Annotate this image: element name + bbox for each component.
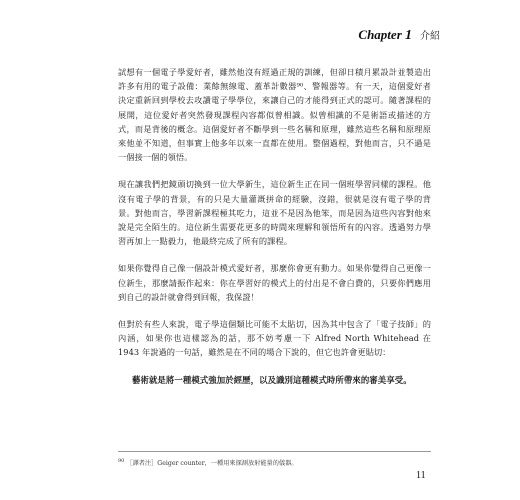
- block-quote: 藝術就是將一種模式強加於經歷，以及識別這種模式時所帶來的審美享受。: [132, 374, 412, 385]
- body-text: [118, 65, 431, 388]
- chapter-number: 1: [405, 28, 412, 43]
- running-header: [358, 27, 440, 44]
- chapter-label-text: Chapter: [358, 27, 402, 42]
- footnote-text: ［譯者注］Geiger counter，一種用來探測放射能量的儀器。: [126, 460, 298, 468]
- paragraph-2: 現在讓我們把鏡頭切換到一位大學新生，這位新生正在同一個班學習同樣的課程。他沒有電子學的背景，有的只是大量灌溉拼命的經驗，沒錯，很就是沒有電子學的背景。對他而言，學習新課程極其吃力，這並不是因為他笨，而是因為這些內容對他來說是完全陌生的。這位新生需要花更多的時間來理解和領悟所有的內容。透過努力學習再加上一點毅力，他最終完成了所有的課程。: [118, 179, 431, 247]
- chapter-label: [358, 27, 412, 44]
- page-number: 11: [416, 470, 426, 481]
- footnote: [118, 451, 431, 467]
- paragraph-4: 但對於有些人來說，電子學這個類比可能不太貼切，因為其中包含了「電子技師」的內涵，如果你也這樣認為的話，那不妨考慮一下 Alfred North Whitehead 在 1943 年說過的一句話，雖然是在不同的場合下說的，但它也許會更貼切：: [118, 319, 431, 358]
- paragraph-3: 如果你覺得自己像一個設計模式愛好者，那麼你會更有動力。如果你覺得自己更像一位新生，那麼請振作起來：你在學習好的模式上的付出是不會白費的，只要你們應用到自己的設計就會得到回報，我保證！: [118, 263, 431, 302]
- footnote-number: 90: [118, 458, 125, 464]
- chapter-title: 介紹: [420, 31, 440, 42]
- paragraph-1: 試想有一個電子學愛好者，雖然他沒有經過正規的訓練，但卻日積月累設計並製造出許多有用的電子設備：業餘無線電、蓋革計數器⁹⁰、警報器等。有一天，這個愛好者決定重新回到學校去攻讀電子學學位，來讓自己的才能得到正式的認可。隨著課程的展開，這位愛好者突然發現課程內容都似曾相識。似曾相識的不是術語或描述的方式，而是背後的概念。這個愛好者不斷學到一些名稱和原理，雖然這些名稱和原理原來他並不知道，但事實上他多年以來一直都在使用。整個過程，對他而言，只不過是一個接一個的領悟。: [118, 67, 431, 163]
